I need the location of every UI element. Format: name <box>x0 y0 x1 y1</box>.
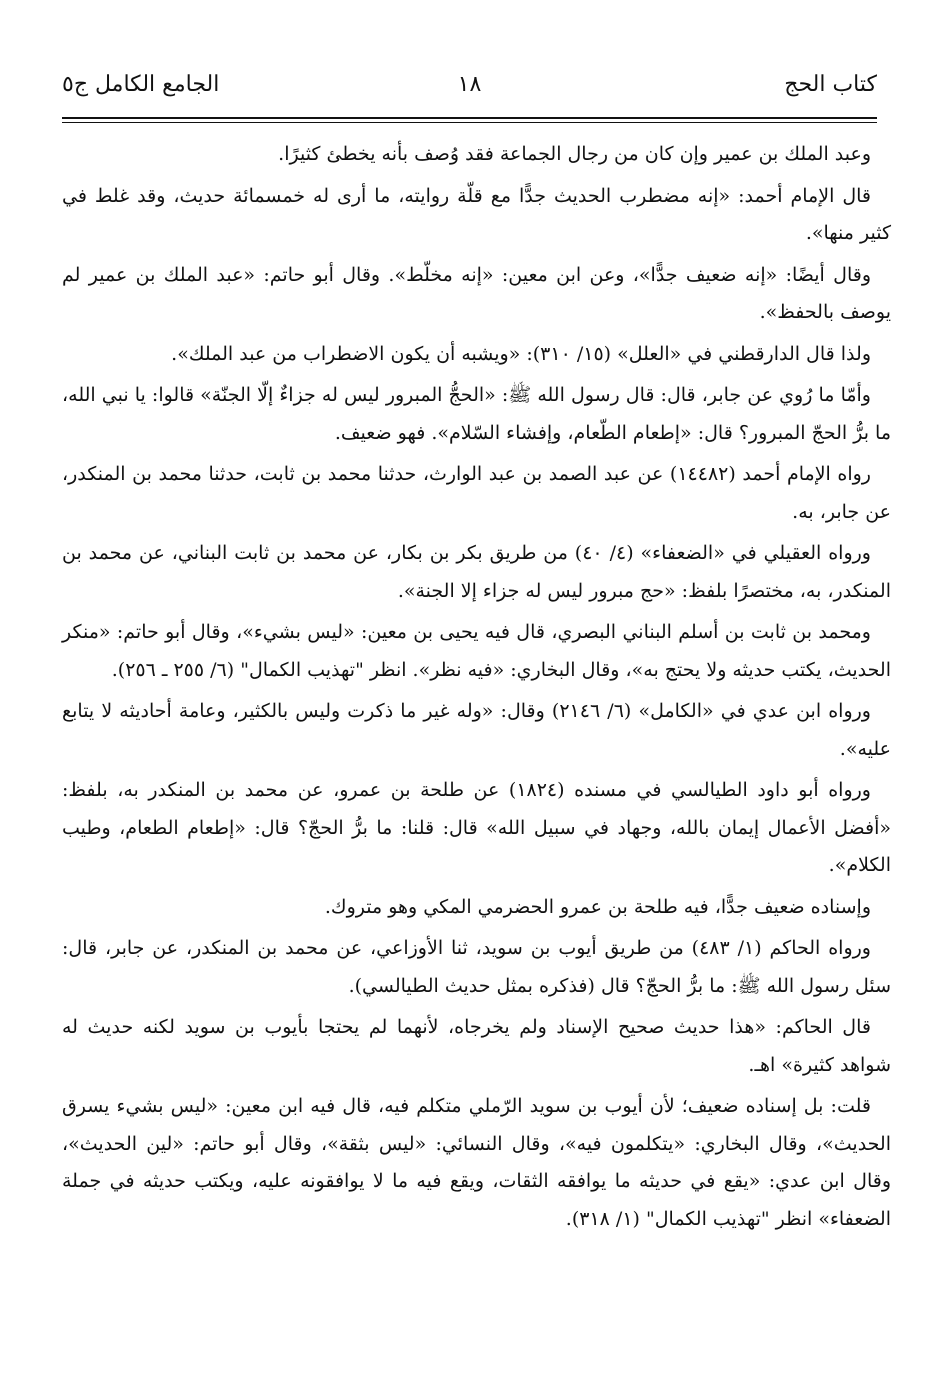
paragraph: قال الحاكم: «هذا حديث صحيح الإسناد ولم يخرجاه، لأنهما لم يحتجا بأيوب بن سويد لكنه حديث له شواهد كثيرة» اهـ. <box>62 1016 891 1076</box>
paragraph: ورواه ابن عدي في «الكامل» (٦/ ٢١٤٦) وقال: «وله غير ما ذكرت وليس بالكثير، وعامة أحاديثه لا يتابع عليه». <box>62 700 891 760</box>
running-header <box>62 66 877 110</box>
paragraph: وأمّا ما رُوي عن جابر، قال: قال رسول الله ﷺ: «الحجُّ المبرور ليس له جزاءٌ إلّا الجنّة» قالوا: يا نبي الله، ما برُّ الحجّ المبرور؟ قال: «إطعام الطّعام، وإفشاء السّلام». فهو ضعيف. <box>62 384 891 444</box>
paragraph: وقال أيضًا: «إنه ضعيف جدًّا»، وعن ابن معين: «إنه مخلّط». وقال أبو حاتم: «عبد الملك بن عمير لم يوصف بالحفظ». <box>62 263 891 323</box>
page-body <box>62 136 891 1242</box>
header-rule-thin <box>62 122 877 123</box>
paragraph: ورواه الحاكم (١/ ٤٨٣) من طريق أيوب بن سويد، ثنا الأوزاعي، عن محمد بن المنكدر، عن جابر، قال: سئل رسول الله ﷺ: ما برُّ الحجّ؟ قال (فذكره بمثل حديث الطيالسي). <box>62 937 891 997</box>
page-number: ١٨ <box>457 72 482 97</box>
book-title: الجامع الكامل ج٥ <box>62 72 220 97</box>
paragraph: وعبد الملك بن عمير وإن كان من رجال الجماعة فقد وُصف بأنه يخطئ كثيرًا. <box>278 143 871 165</box>
paragraph: رواه الإمام أحمد (١٤٤٨٢) عن عبد الصمد بن عبد الوارث، حدثنا محمد بن ثابت، حدثنا محمد بن المنكدر، عن جابر، به. <box>62 463 891 523</box>
section-title: كتاب الحج <box>784 72 877 97</box>
paragraph: ومحمد بن ثابت بن أسلم البناني البصري، قال فيه يحيى بن معين: «ليس بشيء»، وقال أبو حاتم: «منكر الحديث، يكتب حديثه ولا يحتج به»، وقال البخاري: «فيه نظر». انظر "تهذيب الكمال" (٦/ ٢٥٥ ـ ٢٥٦). <box>62 621 891 681</box>
paragraph: قال الإمام أحمد: «إنه مضطرب الحديث جدًّا مع قلّة روايته، ما أرى له خمسمائة حديث، وقد غلط في كثير منها». <box>62 184 891 244</box>
paragraph: وإسناده ضعيف جدًّا، فيه طلحة بن عمرو الحضرمي المكي وهو متروك. <box>324 895 871 918</box>
header-rule <box>62 117 877 119</box>
paragraph: قلت: بل إسناده ضعيف؛ لأن أيوب بن سويد الرّملي متكلم فيه، قال فيه ابن معين: «ليس بشيء يسرق الحديث»، وقال البخاري: «يتكلمون فيه»، وقال النسائي: «ليس بثقة»، وقال أبو حاتم: «لين الحديث»، وقال ابن عدي: «يقع في حديثه ما يوافقه الثقات، ويقع فيه ما لا يوافقونه عليه، ويكتب حديثه في جملة الضعفاء» انظر "تهذيب الكمال" (١/ ٣١٨). <box>62 1095 891 1230</box>
paragraph: ورواه أبو داود الطيالسي في مسنده (١٨٢٤) عن طلحة بن عمرو، عن محمد بن المنكدر به، بلفظ: «أفضل الأعمال إيمان بالله، وجهاد في سبيل الله» قال: قلنا: ما برُّ الحجّ؟ قال: «إطعام الطعام، وطيب الكلام». <box>62 779 891 876</box>
paragraph: ورواه العقيلي في «الضعفاء» (٤/ ٤٠) من طريق بكر بن بكار، عن محمد بن ثابت البناني، عن محمد بن المنكدر، به، مختصرًا بلفظ: «حج مبرور ليس له جزاء إلا الجنة». <box>62 542 891 602</box>
paragraph: ولذا قال الدارقطني في «العلل» (١٥/ ٣١٠): «ويشبه أن يكون الاضطراب من عبد الملك». <box>171 342 871 365</box>
